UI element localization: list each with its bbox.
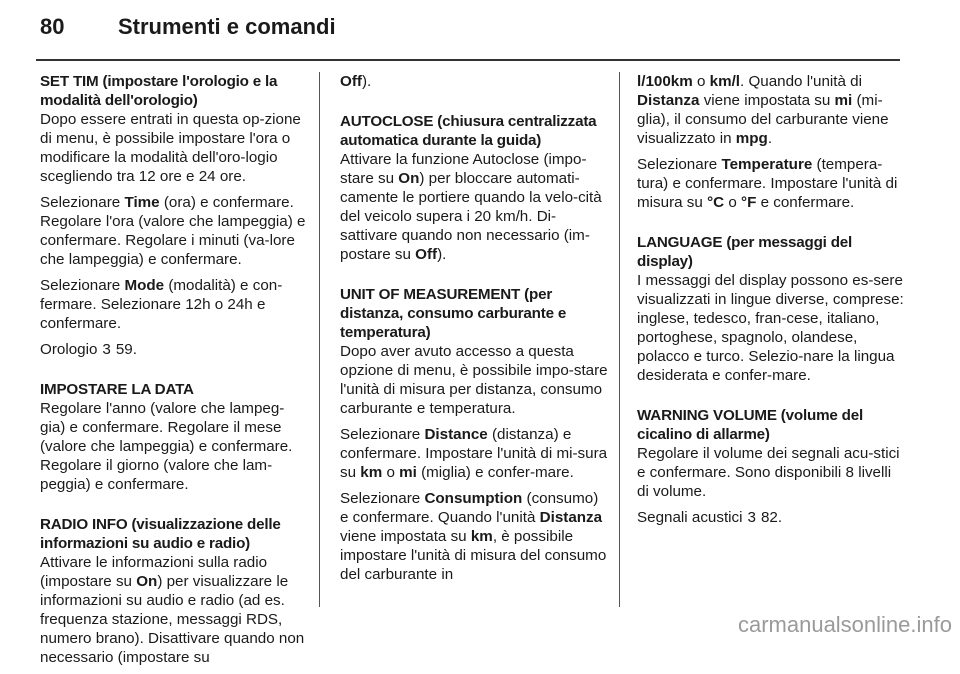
paragraph-radio-info-cont: Off). [340, 73, 372, 90]
heading-radio-info: RADIO INFO (visualizzazione delle informazioni su audio e radio) [40, 516, 281, 552]
heading-warning-volume: WARNING VOLUME (volume del cicalino di allarme) [637, 407, 864, 443]
paragraph-autoclose: Attivare la funzione Autoclose (impo-stare su On) per bloccare automati-camente le portiere quando la velo-cità del veicolo supera i 20 km/h. Di-sattivare quando non necessario (im-postare su Off). [340, 151, 602, 263]
paragraph-impostare-data: Regolare l'anno (valore che lampeg-gia) e confermare. Regolare il mese (valore che lampeggia) e confermare. Regolare il giorno (valore che lam-peggia) e confermare. [40, 400, 293, 493]
paragraph-unit-consumption-cont: l/100km o km/l. Quando l'unità di Distanza viene impostata su mi (mi-glia), il consumo del carburante viene visualizzato in mpg. [637, 73, 889, 147]
paragraph-set-tim-1: Dopo essere entrati in questa op-zione di menu, è possibile impostare l'ora o modificare la modalità dell'oro-logio scegliendo tra 12 ore e 24 ore. [40, 111, 301, 185]
heading-unit-of-measurement: UNIT OF MEASUREMENT (per distanza, consumo carburante e temperatura) [340, 286, 567, 341]
paragraph-unit-consumption: Selezionare Consumption (consumo) e confermare. Quando l'unità Distanza viene impostata su km, è possibile impostare l'unità di misura del consumo del carburante in [340, 490, 607, 583]
watermark: carmanualsonline.info [737, 612, 952, 637]
page-number: 80 [40, 14, 65, 39]
arrow-ref-icon: 3 [747, 509, 756, 526]
section-title: Strumenti e comandi [118, 14, 336, 39]
column-1 [40, 72, 308, 674]
page-header [40, 14, 336, 54]
paragraph-set-tim-3: Selezionare Mode (modalità) e con-fermare. Selezionare 12h o 24h e confermare. [40, 277, 283, 332]
paragraph-set-tim-2: Selezionare Time (ora) e confermare. Regolare l'ora (valore che lampeggia) e confermare. Regolare i minuti (va-lore che lampeggia) e confermare. [40, 194, 306, 268]
heading-autoclose: AUTOCLOSE (chiusura centralizzata automatica durante la guida) [340, 113, 597, 149]
cross-reference-orologio: Orologio 3 59. [40, 341, 137, 358]
paragraph-warning-volume: Regolare il volume dei segnali acu-stici e confermare. Sono disponibili 8 livelli di volume. [637, 445, 900, 500]
arrow-ref-icon: 3 [102, 341, 111, 358]
paragraph-unit-temperature: Selezionare Temperature (tempera-tura) e confermare. Impostare l'unità di misura su °C o °F e confermare. [637, 156, 898, 211]
heading-set-tim: SET TIM (impostare l'orologio e la modalità dell'orologio) [40, 73, 278, 109]
heading-language: LANGUAGE (per messaggi del display) [637, 234, 853, 270]
header-rule [36, 59, 900, 61]
column-divider-1 [319, 72, 320, 607]
paragraph-radio-info: Attivare le informazioni sulla radio (impostare su On) per visualizzare le informazioni su audio e radio (ad es. frequenza stazione, messaggi RDS, numero brano). Disattivare quando non necessario (impostare su [40, 554, 305, 666]
paragraph-unit-distance: Selezionare Distance (distanza) e confermare. Impostare l'unità di mi-sura su km o mi (miglia) e confer-mare. [340, 426, 608, 481]
column-divider-2 [619, 72, 620, 607]
paragraph-unit-intro: Dopo aver avuto accesso a questa opzione di menu, è possibile impo-stare l'unità di misura per distanza, consumo carburante e temperatura. [340, 343, 608, 417]
cross-reference-segnali: Segnali acustici 3 82. [637, 509, 783, 526]
column-2 [340, 72, 608, 591]
column-3 [637, 72, 905, 534]
heading-impostare-data: IMPOSTARE LA DATA [40, 381, 194, 398]
paragraph-language: I messaggi del display possono es-sere visualizzati in lingue diverse, comprese: inglese, tedesco, fran-cese, italiano, portoghese, spagnolo, olandese, polacco e turco. Selezio-nare la lingua desiderata e confer-mare. [637, 272, 904, 384]
